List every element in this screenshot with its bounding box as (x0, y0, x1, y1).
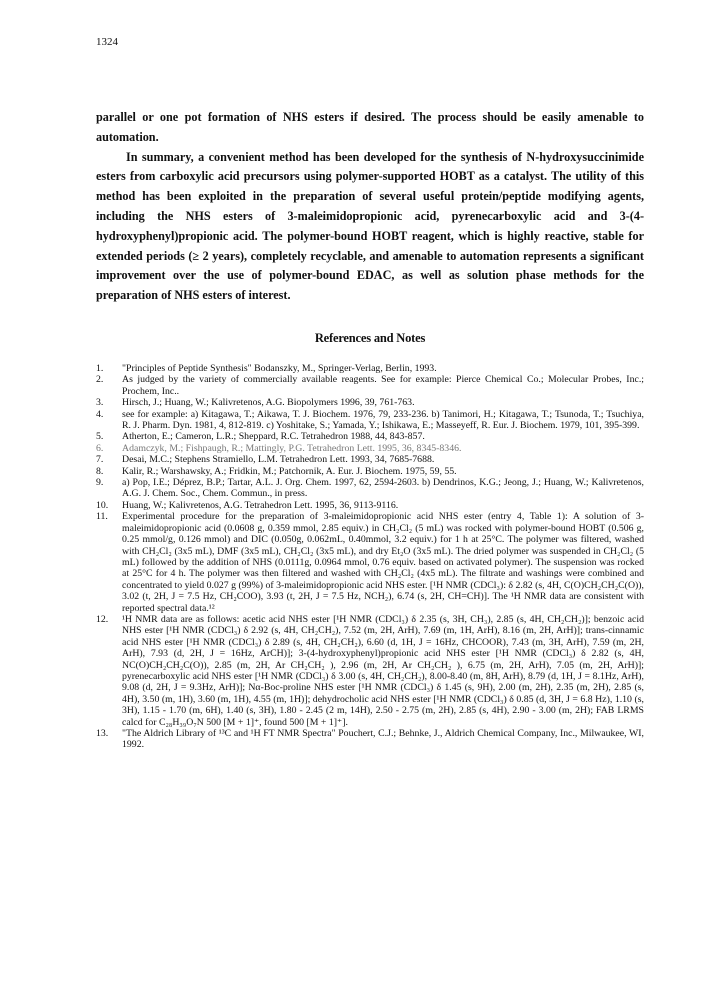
reference-number: 9. (96, 477, 104, 489)
reference-text: Atherton, E.; Cameron, L.R.; Sheppard, R.C. Tetrahedron 1988, 44, 843-857. (122, 431, 425, 443)
body-text (96, 108, 644, 306)
reference-list (96, 363, 644, 751)
section-heading: References and Notes (314, 331, 426, 345)
reference-number: 13. (96, 728, 109, 739)
reference-item (96, 728, 644, 751)
reference-text: "The Aldrich Library of ¹³C and ¹H FT NMR Spectra" Pouchert, C.J.; Behnke, J., Aldrich Chemical Company, Inc., Milwaukee, WI, 1992. (122, 728, 644, 751)
reference-number: 7. (96, 454, 104, 466)
reference-item (96, 374, 644, 397)
reference-item (96, 363, 644, 374)
reference-text: Experimental procedure for the preparation of 3-maleimidopropionic acid NHS ester (entry 4, Table 1): A solution of 3-maleimidopropionic acid (0.0608 g, 0.359 mmol, 2.85 equiv.) in CH₂Cl₂ (5 mL) was rocked with polymer-bound HOBT (0.506 g, 0.25 mmol/g, 0.126 mmol) and DIC (0.050g, 0.062mL, 0.40mmol, 3.2 equiv.) for 1 h at 25°C. The polymer was filtered, washed with CH₂Cl₂ (3x5 mL), DMF (3x5 mL), CH₂Cl₂ (3x5 mL), and dry Et₂O (3x5 mL). The dried polymer was suspended in CH₂Cl₂ (5 mL) followed by the addition of NHS (0.0111g, 0.0964 mmol, 0.76 equiv. based on activated polymer). The suspension was rocked at 25°C for 4 h. The polymer was then filtered and washed with CH₂Cl₂ (4x5 mL). The filtrate and washings were combined and concentrated to yield 0.027 g (99%) of 3-maleimidopropionic acid NHS ester. [¹H NMR (CDCl₃): δ 2.82 (s, 4H, C(O)CH₂CH₂C(O)), 3.02 (t, 2H, J = 7.5 Hz, CH₂COO), 3.93 (t, 2H, J = 7.5 Hz, NCH₂), 6.74 (s, 2H, CH=CH)]. The ¹H NMR data are consistent with reported spectral data.¹² (122, 511, 644, 614)
reference-item (96, 477, 644, 500)
reference-text: Adamczyk, M.; Fishpaugh, R.; Mattingly, P.G. Tetrahedron Lett. 1995, 36, 8345-8346. (122, 442, 462, 454)
page-number: 1324 (96, 36, 118, 48)
reference-number: 1. (96, 363, 104, 374)
reference-number: 10. (96, 499, 109, 511)
reference-item (96, 511, 644, 614)
reference-item (96, 454, 644, 465)
reference-number: 3. (96, 397, 104, 409)
reference-number: 2. (96, 374, 104, 386)
reference-number: 11. (96, 511, 108, 523)
reference-text: As judged by the variety of commercially available reagents. See for example: Pierce Chemical Co.; Molecular Probes, Inc.; Prochem, Inc.. (122, 374, 644, 397)
reference-text: a) Pop, I.E.; Déprez, B.P.; Tartar, A.L. J. Org. Chem. 1997, 62, 2594-2603. b) Dendrinos, K.G.; Jeong, J.; Huang, W.; Kalivretenos, A.G. J. Chem. Soc., Chem. Commun., in press. (122, 477, 644, 500)
reference-number: 12. (96, 613, 109, 625)
reference-text: see for example: a) Kitagawa, T.; Aikawa, T. J. Biochem. 1976, 79, 233-236. b) Tanimori, H.; Kitagawa, T.; Tsunoda, T.; Tsuchiya, R. J. Pharm. Dyn. 1981, 4, 812-819. c) Yoshitake, S.; Yamada, Y.; Ishikawa, E.; Masseyeff, R. Eur. J. Biochem. 1979, 101, 395-399. (122, 408, 644, 432)
reference-item (96, 409, 644, 432)
reference-item (96, 443, 644, 454)
reference-item (96, 466, 644, 477)
reference-text: ¹H NMR data are as follows: acetic acid NHS ester [¹H NMR (CDCl₃) δ 2.35 (s, 3H, CH₃), 2.85 (s, 4H, CH₂CH₂)]; benzoic acid NHS ester [¹H NMR (CDCl₃) δ 2.92 (s, 4H, CH₂CH₂), 7.52 (m, 2H, ArH), 7.69 (m, 1H, ArH), 8.16 (m, 2H, ArH)]; trans-cinnamic acid NHS ester [¹H NMR (CDCl₃) δ 2.89 (s, 4H, CH₂CH₂), 6.60 (d, 1H, J = 16Hz, CHCOOR), 7.43 (m, 3H, ArH), 7.59 (m, 2H, ArH), 7.93 (d, 2H, J = 16Hz, ArCH)]; 3-(4-hydroxyphenyl)propionic acid NHS ester [¹H NMR (CDCl₃) δ 2.82 (s, 4H, NC(O)CH₂CH₂C(O)), 2.85 (m, 2H, Ar CH₂CH₂ ), 2.96 (m, 2H, Ar CH₂CH₂ ), 6.75 (m, 2H, ArH), 7.05 (m, 2H, ArH)]; pyrenecarboxylic acid NHS ester [¹H NMR (CDCl₃) δ 3.00 (s, 4H, CH₂CH₂), 8.00-8.40 (m, 8H, ArH), 8.79 (d, 1H, J = 8.1Hz, ArH), 9.08 (d, 2H, J = 9.3Hz, ArH)]; Nα-Boc-proline NHS ester [¹H NMR (CDCl₃) δ 1.45 (s, 9H), 2.00 (m, 2H), 2.35 (m, 2H), 2.85 (s, 4H), 3.50 (m, 1H), 3.60 (m, 1H), 4.55 (m, 1H)]; dehydrocholic acid NHS ester [¹H NMR (CDCl₃) δ 0.85 (d, 3H, J = 6.8 Hz), 1.10 (s, 3H), 1.15 - 1.70 (m, 6H), 1.40 (s, 3H), 1.80 - 2.45 (2 m, 14H), 2.50 - 2.75 (m, 2H), 2.85 (s, 4H), 2.90 - 3.00 (m, 2H); FAB LRMS calcd for C₂₈H₃₉O₇N 500 [M + 1]⁺, found 500 [M + 1]⁺]. (122, 613, 644, 728)
reference-item (96, 431, 644, 442)
paragraph-summary: In summary, a convenient method has been developed for the synthesis of N-hydroxysuccinimide esters from carboxylic acid precursors using polymer-supported HOBT as a catalyst. The utility of this method has been exploited in the preparation of several useful protein/peptide modifying agents, including the NHS esters of 3-maleimidopropionic acid, pyrenecarboxylic acid and 3-(4-hydroxyphenyl)propionic acid. The polymer-bound HOBT reagent, which is highly reactive, stable for extended periods (≥ 2 years), completely recyclable, and amenable to automation represents a significant improvement over the use of polymer-bound EDAC, as well as solution phase methods for the preparation of NHS esters of interest. (96, 149, 644, 303)
reference-item (96, 614, 644, 728)
reference-number: 4. (96, 408, 104, 420)
reference-item (96, 397, 644, 408)
reference-number: 6. (96, 442, 104, 454)
reference-number: 8. (96, 465, 104, 477)
reference-text: Desai, M.C.; Stephens Stramiello, L.M. Tetrahedron Lett. 1993, 34, 7685-7688. (122, 454, 435, 466)
reference-text: "Principles of Peptide Synthesis" Bodanszky, M., Springer-Verlag, Berlin, 1993. (122, 363, 437, 374)
paragraph-continued: parallel or one pot formation of NHS esters if desired. The process should be easily amenable to automation. (96, 110, 644, 144)
reference-text: Kalir, R.; Warshawsky, A.; Fridkin, M.; Patchornik, A. Eur. J. Biochem. 1975, 59, 55. (122, 465, 457, 477)
reference-item (96, 500, 644, 511)
reference-text: Huang, W.; Kalivretenos, A.G. Tetrahedron Lett. 1995, 36, 9113-9116. (122, 499, 399, 511)
reference-text: Hirsch, J.; Huang, W.; Kalivretenos, A.G. Biopolymers 1996, 39, 761-763. (122, 397, 415, 409)
reference-number: 5. (96, 431, 104, 443)
